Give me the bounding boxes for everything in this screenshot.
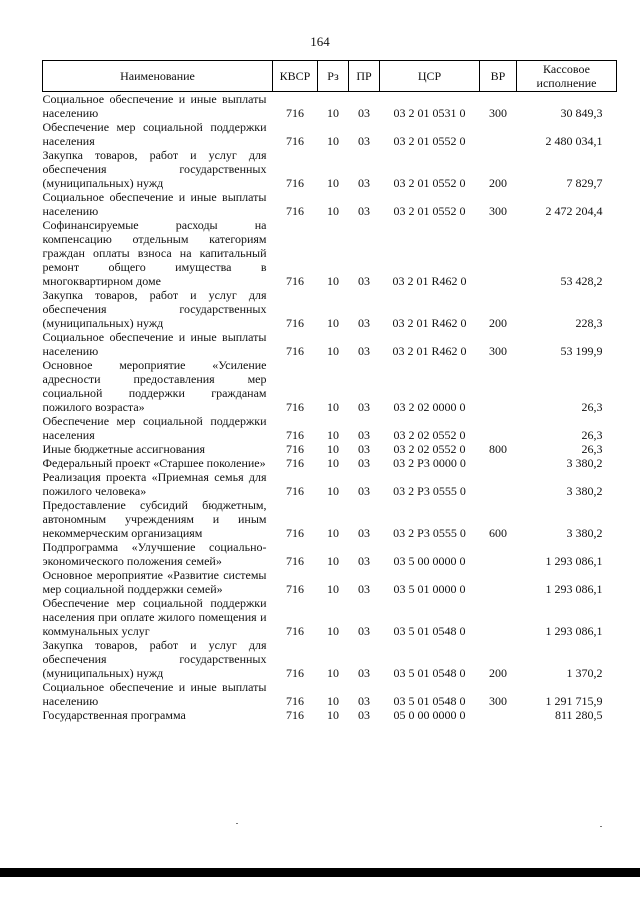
row-pr: 03 [358, 106, 370, 120]
row-name: Реализация проекта «Приемная семья для пожилого человека» [42, 470, 267, 498]
row-csr: 03 5 01 0000 0 [393, 582, 466, 596]
row-csr: 03 5 01 0548 0 [393, 666, 466, 680]
row-pr: 03 [358, 456, 370, 470]
row-name: Социальное обеспечение и иные выплаты населению [42, 190, 267, 218]
row-cash-execution: 53 199,9 [560, 344, 603, 358]
row-pr: 03 [358, 428, 370, 442]
row-csr: 03 2 01 R462 0 [392, 274, 467, 288]
table-row [43, 498, 617, 540]
row-vr [480, 414, 517, 442]
row-pr: 03 [358, 316, 370, 330]
row-vr [480, 358, 517, 414]
row-name: Основное мероприятие «Усиление адресности предоставления мер социальной поддержки гражданам пожилого возраста» [42, 358, 267, 414]
table-row [43, 470, 617, 498]
row-vr [480, 218, 517, 288]
row-kvsr: 716 [286, 344, 304, 358]
row-pr: 03 [358, 176, 370, 190]
row-name: Иные бюджетные ассигнования [42, 442, 205, 456]
row-csr: 03 2 02 0552 0 [393, 428, 466, 442]
row-csr: 03 2 P3 0555 0 [393, 526, 466, 540]
header-name: Наименование [43, 61, 273, 92]
row-cash-execution: 1 293 086,1 [545, 554, 603, 568]
table-row [43, 568, 617, 596]
row-cash-execution: 26,3 [581, 400, 603, 414]
row-kvsr: 716 [286, 274, 304, 288]
row-rz: 10 [327, 106, 339, 120]
row-kvsr: 716 [286, 526, 304, 540]
row-rz: 10 [327, 134, 339, 148]
row-cash-execution: 2 480 034,1 [545, 134, 603, 148]
header-kvsr: КВСР [273, 61, 318, 92]
page-number: 164 [310, 34, 330, 49]
table-row [43, 680, 617, 708]
row-rz: 10 [327, 554, 339, 568]
row-vr: 300 [489, 694, 507, 708]
row-cash-execution: 1 293 086,1 [545, 624, 603, 638]
row-csr: 03 2 02 0000 0 [393, 400, 466, 414]
row-name: Государственная программа [42, 708, 186, 722]
row-name: Закупка товаров, работ и услуг для обеспечения государственных (муниципальных) нужд [42, 288, 267, 330]
row-csr: 03 2 01 R462 0 [392, 316, 467, 330]
table-row [43, 330, 617, 358]
row-kvsr: 716 [286, 624, 304, 638]
row-name: Основное мероприятие «Развитие системы мер социальной поддержки семей» [42, 568, 267, 596]
table-row [43, 190, 617, 218]
row-rz: 10 [327, 456, 339, 470]
row-kvsr: 716 [286, 442, 304, 456]
row-kvsr: 716 [286, 708, 304, 722]
row-cash-execution: 228,3 [575, 316, 603, 330]
row-csr: 03 2 01 0552 0 [393, 176, 466, 190]
row-pr: 03 [358, 274, 370, 288]
row-kvsr: 716 [286, 582, 304, 596]
budget-execution-table [42, 60, 617, 722]
row-csr: 03 5 00 0000 0 [393, 554, 466, 568]
row-cash-execution: 3 380,2 [566, 484, 603, 498]
table-row [43, 638, 617, 680]
row-rz: 10 [327, 428, 339, 442]
row-cash-execution: 1 291 715,9 [545, 694, 603, 708]
row-csr: 05 0 00 0000 0 [393, 708, 466, 722]
row-name: Социальное обеспечение и иные выплаты населению [42, 330, 267, 358]
row-pr: 03 [358, 666, 370, 680]
row-rz: 10 [327, 582, 339, 596]
table-row [43, 708, 617, 722]
table-body [43, 92, 617, 723]
row-name: Социальное обеспечение и иные выплаты населению [42, 680, 267, 708]
row-kvsr: 716 [286, 694, 304, 708]
table-row [43, 442, 617, 456]
row-pr: 03 [358, 708, 370, 722]
table-row [43, 596, 617, 638]
row-csr: 03 5 01 0548 0 [393, 694, 466, 708]
row-cash-execution: 26,3 [581, 442, 603, 456]
row-name: Закупка товаров, работ и услуг для обеспечения государственных (муниципальных) нужд [42, 638, 267, 680]
row-vr: 300 [489, 204, 507, 218]
row-pr: 03 [358, 344, 370, 358]
row-csr: 03 2 P3 0000 0 [393, 456, 466, 470]
row-vr: 200 [489, 666, 507, 680]
table-row [43, 218, 617, 288]
row-vr [480, 470, 517, 498]
scan-bottom-edge [0, 868, 640, 877]
scan-speck [600, 826, 602, 827]
row-vr [480, 568, 517, 596]
row-pr: 03 [358, 134, 370, 148]
row-csr: 03 2 02 0552 0 [393, 442, 466, 456]
row-rz: 10 [327, 526, 339, 540]
row-kvsr: 716 [286, 400, 304, 414]
row-rz: 10 [327, 344, 339, 358]
row-kvsr: 716 [286, 204, 304, 218]
table-row [43, 92, 617, 121]
row-name: Социальное обеспечение и иные выплаты населению [42, 92, 267, 120]
row-name: Обеспечение мер социальной поддержки населения при оплате жилого помещения и коммунальных услуг [42, 596, 267, 638]
header-rz: Рз [318, 61, 349, 92]
row-vr [480, 120, 517, 148]
row-kvsr: 716 [286, 554, 304, 568]
row-name: Обеспечение мер социальной поддержки населения [42, 120, 267, 148]
row-cash-execution: 53 428,2 [560, 274, 603, 288]
row-cash-execution: 26,3 [581, 428, 603, 442]
row-name: Закупка товаров, работ и услуг для обеспечения государственных (муниципальных) нужд [42, 148, 267, 190]
scan-speck [236, 823, 238, 824]
header-vr: ВР [480, 61, 517, 92]
row-rz: 10 [327, 274, 339, 288]
row-cash-execution: 811 280,5 [554, 708, 603, 722]
row-rz: 10 [327, 708, 339, 722]
row-pr: 03 [358, 484, 370, 498]
row-cash-execution: 1 370,2 [566, 666, 603, 680]
row-vr [480, 540, 517, 568]
row-cash-execution: 3 380,2 [566, 526, 603, 540]
row-csr: 03 2 01 0531 0 [393, 106, 466, 120]
row-rz: 10 [327, 442, 339, 456]
row-vr: 300 [489, 106, 507, 120]
table-row [43, 456, 617, 470]
header-pr: ПР [349, 61, 380, 92]
row-pr: 03 [358, 442, 370, 456]
row-rz: 10 [327, 666, 339, 680]
table-row [43, 358, 617, 414]
table-row [43, 120, 617, 148]
row-vr: 200 [489, 176, 507, 190]
row-pr: 03 [358, 204, 370, 218]
table-row [43, 414, 617, 442]
row-rz: 10 [327, 400, 339, 414]
row-kvsr: 716 [286, 316, 304, 330]
row-pr: 03 [358, 526, 370, 540]
row-cash-execution: 7 829,7 [566, 176, 603, 190]
row-pr: 03 [358, 624, 370, 638]
row-vr: 200 [489, 316, 507, 330]
row-csr: 03 5 01 0548 0 [393, 624, 466, 638]
row-csr: 03 2 01 0552 0 [393, 204, 466, 218]
table-row [43, 148, 617, 190]
row-cash-execution: 3 380,2 [566, 456, 603, 470]
row-vr: 600 [489, 526, 507, 540]
row-rz: 10 [327, 694, 339, 708]
row-rz: 10 [327, 624, 339, 638]
row-vr [480, 596, 517, 638]
row-kvsr: 716 [286, 176, 304, 190]
row-vr [480, 708, 517, 722]
row-csr: 03 2 01 R462 0 [392, 344, 467, 358]
row-csr: 03 2 01 0552 0 [393, 134, 466, 148]
row-kvsr: 716 [286, 428, 304, 442]
row-name: Обеспечение мер социальной поддержки населения [42, 414, 267, 442]
row-csr: 03 2 P3 0555 0 [393, 484, 466, 498]
row-name: Подпрограмма «Улучшение социально-экономического положения семей» [42, 540, 267, 568]
header-cash-execution: Кассовое исполнение [517, 61, 617, 92]
row-vr: 300 [489, 344, 507, 358]
row-rz: 10 [327, 204, 339, 218]
row-kvsr: 716 [286, 134, 304, 148]
row-pr: 03 [358, 554, 370, 568]
row-kvsr: 716 [286, 106, 304, 120]
row-name: Федеральный проект «Старшее поколение» [42, 456, 266, 470]
header-csr: ЦСР [380, 61, 480, 92]
row-name: Предоставление субсидий бюджетным, автономным учреждениям и иным некоммерческим организациям [42, 498, 267, 540]
row-cash-execution: 30 849,3 [560, 106, 603, 120]
row-cash-execution: 1 293 086,1 [545, 582, 603, 596]
row-rz: 10 [327, 484, 339, 498]
table-header-row [43, 61, 617, 92]
row-kvsr: 716 [286, 666, 304, 680]
table-row [43, 288, 617, 330]
row-pr: 03 [358, 694, 370, 708]
row-pr: 03 [358, 582, 370, 596]
row-kvsr: 716 [286, 456, 304, 470]
row-name: Софинансируемые расходы на компенсацию отдельным категориям граждан оплаты взноса на капитальный ремонт общего имущества в многоквартирном доме [42, 218, 267, 288]
row-vr [480, 456, 517, 470]
row-rz: 10 [327, 176, 339, 190]
row-kvsr: 716 [286, 484, 304, 498]
table-row [43, 540, 617, 568]
row-cash-execution: 2 472 204,4 [545, 204, 603, 218]
row-vr: 800 [489, 442, 507, 456]
row-rz: 10 [327, 316, 339, 330]
row-pr: 03 [358, 400, 370, 414]
